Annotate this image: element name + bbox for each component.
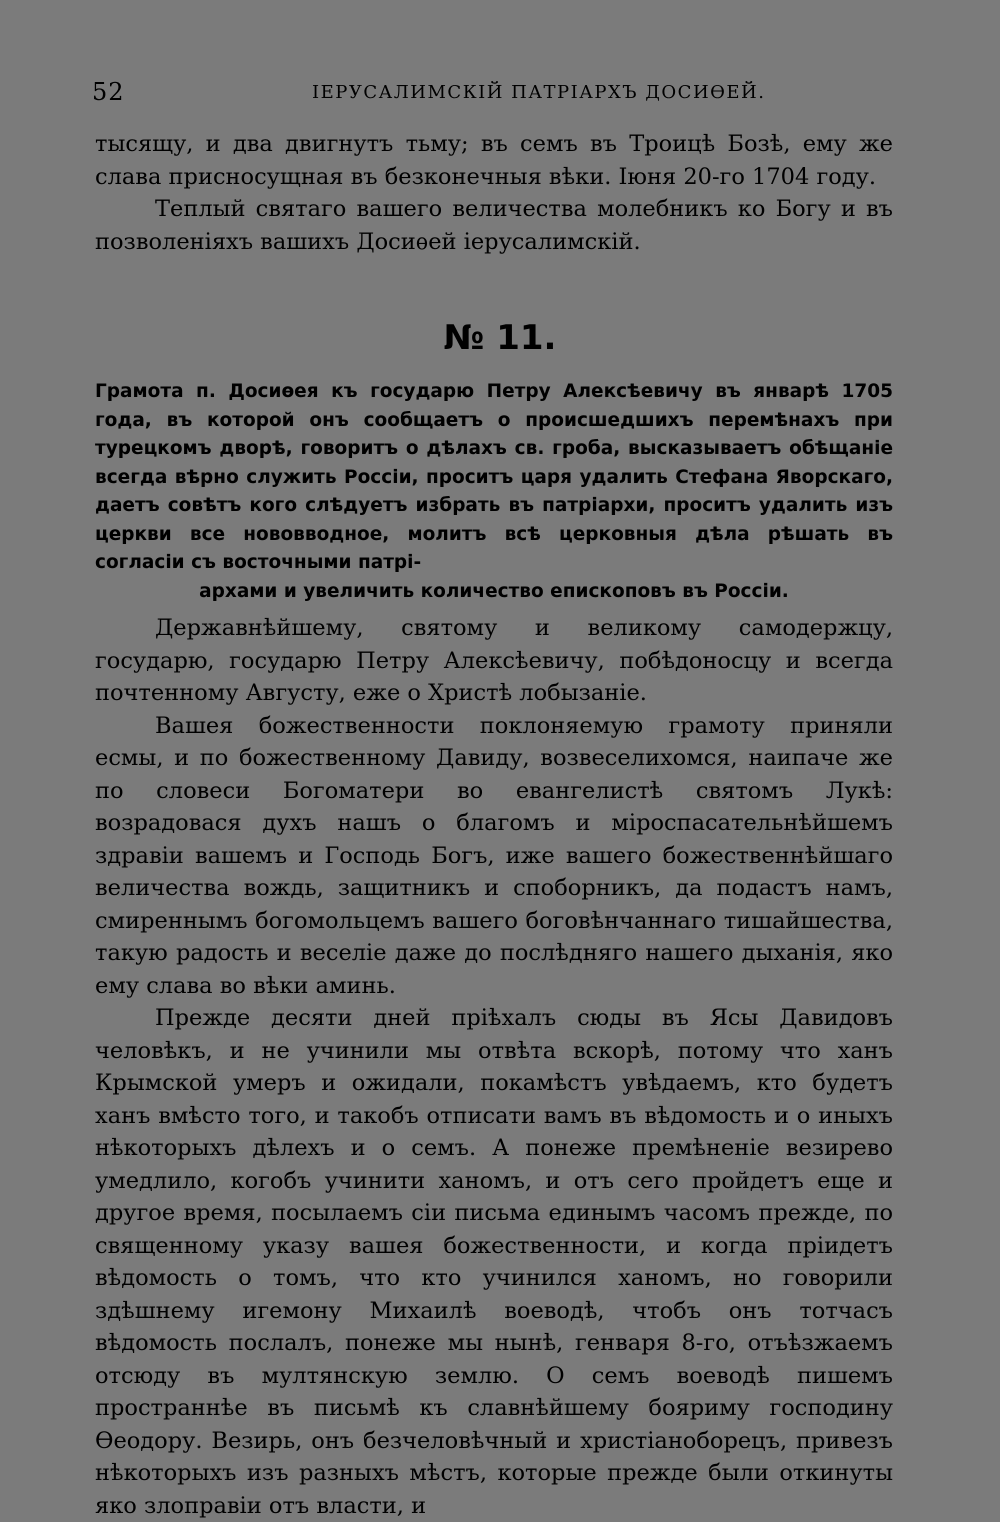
- document-number: № 11.: [443, 318, 557, 358]
- paragraph: Прежде десяти дней пріѣхалъ сюды въ Ясы Давидовъ человѣкъ, и не учинили мы отвѣта вскорѣ, потому что ханъ Крымской умеръ и ожидали, покамѣстъ увѣдаемъ, кто будетъ ханъ вмѣсто того, и такобъ отписати вамъ въ вѣдомость и о иныхъ нѣкоторыхъ дѣлехъ и о семъ. А понеже премѣненіе везирево умедлило, когобъ учинити ханомъ, и отъ сего пройдетъ еще и другое время, посылаемъ сіи письма единымъ часомъ прежде, по священному указу вашея божественности, и когда пріидетъ вѣдомость о томъ, что кто учинился ханомъ, но говорили здѣшнему игемону Михаилѣ воеводѣ, чтобъ онъ тотчасъ вѣдомость послалъ, понеже мы нынѣ, генваря 8-го, отъѣзжаемъ отсюду въ мултянскую землю. О семъ воеводѣ пишемъ пространнѣе въ письмѣ къ славнѣйшему бояриму господину Ѳеодору. Везирь, онъ безчеловѣчный и христіаноборецъ, привезъ нѣкоторыхъ изъ разныхъ мѣстъ, которые прежде были откинуты яко злоправіи отъ власти, и: [95, 1005, 893, 1519]
- document-summary: [95, 378, 893, 606]
- letter-text: [95, 612, 893, 1522]
- top-text: [95, 128, 893, 258]
- page-number: 52: [92, 78, 125, 106]
- summary-text: Грамота п. Досиѳея къ государю Петру Алексѣевичу въ январѣ 1705 года, въ которой онъ сообщаетъ о происшедшихъ перемѣнахъ при турецкомъ дворѣ, говоритъ о дѣлахъ св. гроба, высказываетъ обѣщаніе всегда вѣрно служить Россіи, проситъ царя удалить Стефана Яворскаго, даетъ совѣтъ кого слѣдуетъ избрать въ патріархи, проситъ удалить изъ церкви все нововводное, молитъ всѣ церковныя дѣла рѣшать въ согласіи съ восточными патрі-: [95, 381, 893, 573]
- running-title: ІЕРУСАЛИМСКІЙ ПАТРІАРХЪ ДОСИѲЕЙ.: [312, 82, 766, 103]
- paragraph: тысящу, и два двигнутъ тьму; въ семъ въ Троицѣ Бозѣ, ему же слава присносущная въ безконечныя вѣки. Іюня 20-го 1704 году.: [95, 131, 893, 190]
- summary-text-last-line: архами и увеличить количество епископовъ въ Россіи.: [199, 580, 789, 602]
- paragraph: Теплый святаго вашего величества молебникъ ко Богу и въ позволеніяхъ вашихъ Досиѳей іерусалимскій.: [95, 196, 893, 255]
- paragraph: Вашея божественности поклоняемую грамоту приняли есмы, и по божественному Давиду, возвеселихомся, наипаче же по словеси Богоматери во евангелистѣ святомъ Лукѣ: возрадовася духъ нашъ о благомъ и міроспасательнѣйшемъ здравіи вашемъ и Господь Богъ, иже вашего божественнѣйшаго величества вождь, защитникъ и споборникъ, да подастъ намъ, смиреннымъ богомольцемъ вашего боговѣнчаннаго тишайшества, такую радость и веселіе даже до послѣдняго нашего дыханія, яко ему слава во вѣки аминь.: [95, 712, 893, 999]
- paragraph: Державнѣйшему, святому и великому самодержцу, государю, государю Петру Алексѣевичу, побѣдоносцу и всегда почтенному Августу, еже о Христѣ лобызаніе.: [95, 615, 893, 706]
- page-header: [92, 78, 892, 108]
